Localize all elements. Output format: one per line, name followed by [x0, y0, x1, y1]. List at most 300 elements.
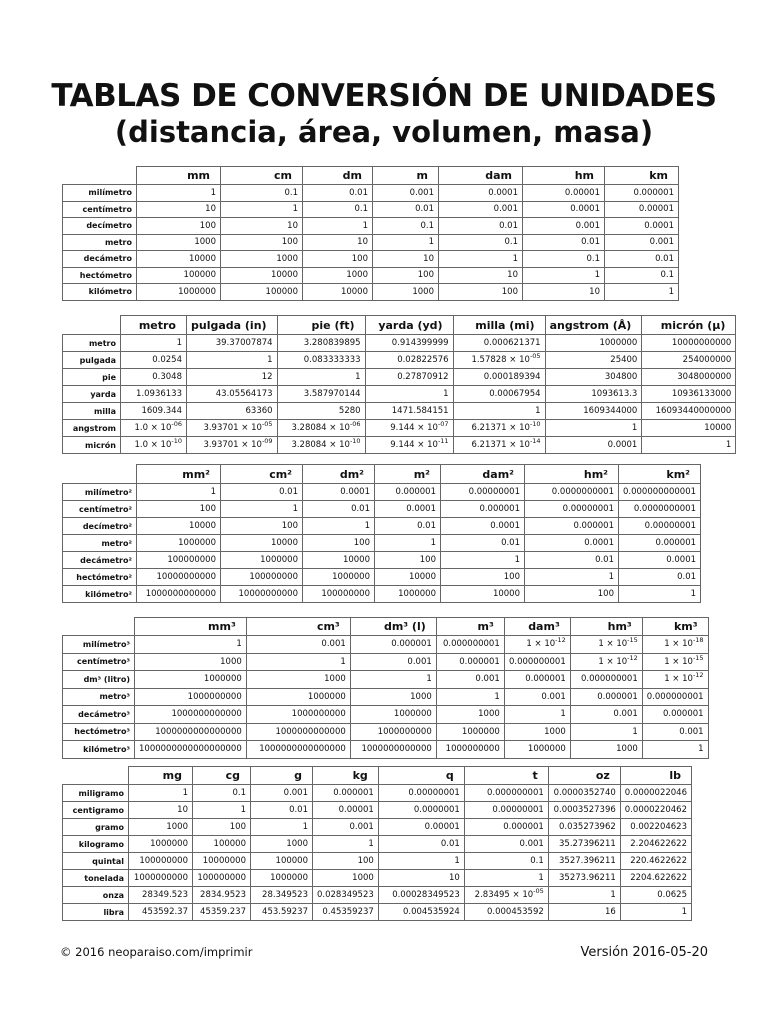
- table-cell: [453, 403, 545, 420]
- cell-value: 3527.396211: [559, 856, 616, 866]
- cell-value: 1000000: [270, 873, 308, 883]
- table-cell: 0.0001: [523, 201, 605, 218]
- cell-value: 1: [176, 338, 182, 348]
- cell-value: 1000000000: [377, 726, 432, 737]
- row-header: centímetro³: [63, 653, 135, 671]
- table-row: [63, 201, 679, 218]
- table-cell: 10: [303, 234, 373, 251]
- cell-value: 2834.9523: [200, 890, 246, 900]
- table-row: [63, 403, 736, 420]
- table-cell: [642, 706, 708, 724]
- table-row: [63, 218, 679, 235]
- table-cell: [642, 723, 708, 741]
- table-cell: [620, 904, 691, 921]
- column-header: cg: [193, 767, 251, 785]
- table-cell: [350, 741, 436, 759]
- table-cell: [313, 870, 379, 887]
- table-cell: [129, 870, 193, 887]
- table-cell: 1000: [137, 234, 221, 251]
- table-row: [63, 185, 679, 202]
- table-cell: [504, 706, 570, 724]
- table-cell: [548, 819, 620, 836]
- table-cell: 10: [523, 284, 605, 301]
- cell-value: 1 × 10: [526, 639, 556, 650]
- table-cell: [436, 688, 504, 706]
- cell-value: 0.083333333: [303, 355, 361, 365]
- table-cell: 1: [441, 552, 525, 569]
- cell-value: 3.28084 × 10: [291, 440, 350, 450]
- row-header: pulgada: [63, 352, 121, 369]
- column-header: dam³: [504, 618, 570, 636]
- cell-value: 0.000001: [503, 822, 544, 832]
- table-cell: [350, 671, 436, 689]
- title-line-1: TABLAS DE CONVERSIÓN DE UNIDADES: [51, 78, 717, 114]
- column-header: dm: [303, 167, 373, 185]
- table-cell: [121, 437, 187, 454]
- table-corner: [63, 167, 137, 185]
- cell-value: 43.05564173: [215, 389, 273, 399]
- table-cell: [464, 870, 548, 887]
- table-cell: [135, 688, 247, 706]
- cell-value: 0.0001: [607, 440, 638, 450]
- cell-value: 1: [368, 839, 374, 849]
- cell-value: 16: [604, 907, 616, 917]
- table-corner: [63, 767, 129, 785]
- table-cell: 1: [221, 201, 303, 218]
- cell-value: 10: [448, 873, 460, 883]
- table-row: [63, 420, 736, 437]
- cell-value: 25400: [610, 355, 638, 365]
- cell-value: 0.001: [613, 709, 638, 720]
- table-cell: 1: [221, 501, 303, 518]
- column-header: q: [378, 767, 464, 785]
- table-cell: [251, 853, 313, 870]
- table-cell: [436, 706, 504, 724]
- column-header: metro: [121, 316, 187, 335]
- table-cell: [620, 785, 691, 802]
- table-cell: 0.0001: [619, 552, 701, 569]
- table-cell: 0.0001: [375, 501, 441, 518]
- cell-value: 1.57828 × 10: [471, 355, 530, 365]
- cell-value: 0.000000001: [646, 691, 704, 702]
- table-cell: 0.00000001: [441, 484, 525, 501]
- table-cell: 0.001: [523, 218, 605, 235]
- cell-value: 1000000000: [187, 691, 242, 702]
- table-row: [63, 653, 709, 671]
- table-cell: [464, 819, 548, 836]
- column-header: mm²: [137, 465, 221, 484]
- cell-value: 1000000: [393, 709, 432, 720]
- table-cell: [548, 853, 620, 870]
- cell-value: 1: [182, 788, 188, 798]
- table-cell: [193, 870, 251, 887]
- cell-value: 0.001: [475, 674, 500, 685]
- cell-value: 1093613.3: [591, 389, 638, 399]
- cell-value: 0.000000001: [508, 656, 566, 667]
- cell-value: 1000000000000000000: [139, 744, 242, 755]
- cell-value: 1000: [410, 691, 432, 702]
- table-cell: [453, 437, 545, 454]
- column-header: hm: [523, 167, 605, 185]
- table-row: [63, 819, 692, 836]
- cell-value: 1000000000000: [361, 744, 432, 755]
- table-cell: [570, 671, 642, 689]
- cell-value: 0.914399999: [391, 338, 449, 348]
- table-cell: [350, 723, 436, 741]
- table-cell: [464, 853, 548, 870]
- table-cell: [570, 706, 642, 724]
- cell-value: 1609344000: [583, 406, 638, 416]
- table-cell: 1000000: [137, 284, 221, 301]
- table-row: [63, 501, 701, 518]
- cell-value: 1000: [324, 674, 346, 685]
- table-cell: 1000000: [303, 569, 375, 586]
- row-header: centímetro: [63, 201, 137, 218]
- cell-value: 220.4622622: [630, 856, 687, 866]
- table-cell: 10000: [137, 251, 221, 268]
- row-header: miligramo: [63, 785, 129, 802]
- table-cell: 0.001: [373, 185, 439, 202]
- table-cell: [135, 653, 247, 671]
- table-cell: [313, 853, 379, 870]
- cell-value: 0.00001: [424, 822, 460, 832]
- table-cell: [350, 636, 436, 654]
- row-header: kilogramo: [63, 836, 129, 853]
- table-cell: [193, 836, 251, 853]
- table-cell: [350, 653, 436, 671]
- cell-value: 0.0000352740: [553, 788, 616, 798]
- table-cell: [378, 785, 464, 802]
- table-cell: [246, 653, 350, 671]
- table-row: [63, 569, 701, 586]
- cell-value: 3.587970144: [303, 389, 361, 399]
- table-row: [63, 234, 679, 251]
- cell-value: 1000000: [150, 839, 188, 849]
- cell-value: 0.000000001: [442, 639, 500, 650]
- table-cell: 10000: [303, 284, 373, 301]
- table-cell: 10000: [303, 552, 375, 569]
- table-cell: 0.000001: [441, 501, 525, 518]
- table-cell: 0.000001: [619, 535, 701, 552]
- table-cell: [620, 819, 691, 836]
- table-cell: [193, 819, 251, 836]
- cell-value: 6.21371 × 10: [471, 440, 530, 450]
- table-cell: 1: [619, 586, 701, 603]
- cell-value: 9.144 × 10: [390, 423, 438, 433]
- table-cell: [378, 887, 464, 904]
- cell-value: 0.000001: [333, 788, 374, 798]
- table-cell: 0.01: [523, 234, 605, 251]
- table-cell: [570, 741, 642, 759]
- table-cell: [121, 386, 187, 403]
- row-header: hectómetro²: [63, 569, 137, 586]
- table-cell: [193, 887, 251, 904]
- table-corner: [63, 618, 135, 636]
- cell-value: 100000000: [139, 856, 188, 866]
- table-cell: 0.001: [605, 234, 679, 251]
- cell-value: 100: [357, 856, 374, 866]
- table-cell: [642, 653, 708, 671]
- cell-value: 1 × 10: [664, 674, 693, 685]
- row-header: hectómetro³: [63, 723, 135, 741]
- table-cell: [135, 706, 247, 724]
- table-cell: [570, 688, 642, 706]
- column-header: m: [373, 167, 439, 185]
- table-cell: [464, 785, 548, 802]
- table-cell: 0.1: [523, 251, 605, 268]
- table-row: [63, 484, 701, 501]
- table-cell: [548, 904, 620, 921]
- cell-value: 0.000621371: [483, 338, 541, 348]
- cell-value: 0.000189394: [483, 372, 541, 382]
- cell-value: 1: [560, 709, 566, 720]
- table-cell: 0.000001: [375, 484, 441, 501]
- cell-exponent: -12: [692, 671, 704, 680]
- cell-value: 10000000: [202, 856, 246, 866]
- cell-value: 9.144 × 10: [390, 440, 438, 450]
- cell-value: 0.0000220462: [624, 805, 687, 815]
- cell-exponent: -18: [692, 636, 704, 645]
- table-cell: 0.0000000001: [619, 501, 701, 518]
- table-cell: [570, 653, 642, 671]
- row-header: metro: [63, 335, 121, 352]
- cell-value: 1000000000: [291, 709, 346, 720]
- cell-value: 1: [725, 440, 732, 450]
- table-row: [63, 853, 692, 870]
- table-cell: 0.01: [373, 201, 439, 218]
- table-cell: 1000000: [375, 586, 441, 603]
- table-cell: 10: [221, 218, 303, 235]
- table-row: [63, 251, 679, 268]
- table-cell: 10000: [221, 267, 303, 284]
- column-header: m³: [436, 618, 504, 636]
- column-header: t: [464, 767, 548, 785]
- row-header: decímetro: [63, 218, 137, 235]
- table-cell: [464, 836, 548, 853]
- table-cell: 0.01: [303, 185, 373, 202]
- cell-value: 0.000001: [391, 639, 432, 650]
- table-row: [63, 386, 736, 403]
- table-cell: 10000: [221, 535, 303, 552]
- table-row: [63, 688, 709, 706]
- table-cell: [313, 819, 379, 836]
- row-header: centigramo: [63, 802, 129, 819]
- table-cell: [187, 437, 278, 454]
- cell-exponent: -10: [349, 437, 361, 446]
- table-cell: 100: [525, 586, 619, 603]
- cell-value: 28.349523: [262, 890, 308, 900]
- table-cell: [246, 723, 350, 741]
- cell-value: 1.0 × 10: [134, 440, 172, 450]
- table-cell: [642, 420, 736, 437]
- table-cell: [121, 352, 187, 369]
- table-row: [63, 369, 736, 386]
- cell-value: 1: [631, 423, 638, 433]
- table-cell: [642, 369, 736, 386]
- cell-value: 1: [632, 726, 638, 737]
- cell-value: 0.001: [283, 788, 308, 798]
- table-cell: [187, 352, 278, 369]
- copyright-text: © 2016 neoparaiso.com/imprimir: [60, 945, 253, 959]
- row-header: pie: [63, 369, 121, 386]
- table-cell: [121, 403, 187, 420]
- table-cell: [129, 802, 193, 819]
- table-cell: 0.01: [439, 218, 523, 235]
- table-cell: 0.0001: [303, 484, 375, 501]
- cell-value: 0.000000001: [487, 788, 544, 798]
- row-header: yarda: [63, 386, 121, 403]
- cell-value: 0.0000022046: [624, 788, 687, 798]
- table-cell: 10000: [441, 586, 525, 603]
- table-row: [63, 671, 709, 689]
- table-cell: 10: [373, 251, 439, 268]
- table-row: [63, 706, 709, 724]
- row-header: centímetro²: [63, 501, 137, 518]
- table-cell: [129, 853, 193, 870]
- table-cell: [129, 785, 193, 802]
- table-row: [63, 518, 701, 535]
- table-cell: [378, 870, 464, 887]
- row-header: milímetro³: [63, 636, 135, 654]
- table-cell: [277, 420, 365, 437]
- table-cell: [251, 887, 313, 904]
- table-cell: [187, 386, 278, 403]
- table-cell: 100: [439, 284, 523, 301]
- cell-value: 0.00001: [338, 805, 374, 815]
- table-cell: [365, 335, 453, 352]
- cell-value: 1: [698, 744, 704, 755]
- table-cell: [504, 723, 570, 741]
- cell-value: 1000000: [203, 674, 242, 685]
- cell-value: 304800: [604, 372, 638, 382]
- table-cell: [365, 386, 453, 403]
- table-row: [63, 636, 709, 654]
- cell-value: 0.000453592: [487, 907, 544, 917]
- cell-value: 1000: [478, 709, 500, 720]
- table-cell: 0.000001: [605, 185, 679, 202]
- table-cell: [313, 904, 379, 921]
- row-header: metro²: [63, 535, 137, 552]
- column-header: milla (mi): [453, 316, 545, 335]
- table-cell: [378, 836, 464, 853]
- table-cell: [642, 636, 708, 654]
- table-cell: 0.0001: [441, 518, 525, 535]
- cell-value: 1: [610, 890, 616, 900]
- table-cell: 1: [373, 234, 439, 251]
- row-header: kilómetro²: [63, 586, 137, 603]
- table-cell: 100: [373, 267, 439, 284]
- table-cell: [642, 741, 708, 759]
- table-cell: 100: [303, 535, 375, 552]
- row-header: gramo: [63, 819, 129, 836]
- table-cell: [642, 403, 736, 420]
- cell-value: 0.00000001: [492, 805, 544, 815]
- table-cell: [545, 369, 642, 386]
- table-cell: [504, 688, 570, 706]
- cell-value: 1000: [286, 839, 308, 849]
- table-cell: [570, 636, 642, 654]
- table-cell: [129, 904, 193, 921]
- column-header: kg: [313, 767, 379, 785]
- column-header: g: [251, 767, 313, 785]
- cell-value: 35.27396211: [559, 839, 616, 849]
- row-header: tonelada: [63, 870, 129, 887]
- table-cell: 10000000000: [221, 586, 303, 603]
- cell-value: 1000000000: [445, 744, 500, 755]
- cell-value: 453.59237: [262, 907, 308, 917]
- table-cell: [365, 420, 453, 437]
- table-cell: [193, 802, 251, 819]
- table-cell: [436, 653, 504, 671]
- cell-value: 453592.37: [142, 907, 188, 917]
- table-cell: [464, 904, 548, 921]
- row-header: kilómetro: [63, 284, 137, 301]
- table-cell: [251, 785, 313, 802]
- conversion-table-area: [62, 464, 701, 603]
- table-row: [63, 267, 679, 284]
- cell-exponent: -12: [627, 653, 638, 662]
- cell-value: 1000000: [599, 338, 638, 348]
- cell-value: 1.0 × 10: [134, 423, 172, 433]
- column-header: km²: [619, 465, 701, 484]
- table-cell: [313, 785, 379, 802]
- table-cell: 100: [221, 518, 303, 535]
- table-cell: [453, 335, 545, 352]
- table-cell: [135, 741, 247, 759]
- table-cell: [545, 437, 642, 454]
- table-cell: [251, 819, 313, 836]
- cell-value: 10: [177, 805, 188, 815]
- table-cell: 1: [137, 185, 221, 202]
- table-cell: [246, 671, 350, 689]
- table-cell: 100000000: [221, 569, 303, 586]
- table-cell: 1: [375, 535, 441, 552]
- row-header: milímetro: [63, 185, 137, 202]
- conversion-table-masa: [62, 766, 692, 921]
- table-cell: 0.0000000001: [525, 484, 619, 501]
- cell-exponent: -14: [529, 437, 541, 446]
- table-row: [63, 870, 692, 887]
- table-cell: 0.01: [619, 569, 701, 586]
- cell-value: 1000000000000000: [259, 744, 346, 755]
- cell-value: 1: [236, 639, 242, 650]
- table-cell: [504, 653, 570, 671]
- column-header: hm²: [525, 465, 619, 484]
- table-cell: 0.00001: [605, 201, 679, 218]
- cell-value: 3048000000: [677, 372, 732, 382]
- column-header: dam²: [441, 465, 525, 484]
- table-cell: [277, 369, 365, 386]
- table-cell: 100: [375, 552, 441, 569]
- cell-value: 1000: [220, 656, 242, 667]
- cell-value: 0.1: [232, 788, 246, 798]
- table-cell: 0.1: [373, 218, 439, 235]
- row-header: decámetro³: [63, 706, 135, 724]
- cell-value: 1: [355, 372, 361, 382]
- table-cell: [378, 819, 464, 836]
- table-cell: 0.01: [605, 251, 679, 268]
- cell-value: 1: [535, 406, 541, 416]
- cell-value: 100000000: [197, 873, 246, 883]
- table-cell: [378, 904, 464, 921]
- table-cell: 10: [137, 201, 221, 218]
- table-cell: 0.1: [221, 185, 303, 202]
- cell-value: 10000: [704, 423, 732, 433]
- cell-value: 3.93701 × 10: [203, 423, 262, 433]
- cell-value: 1: [443, 389, 449, 399]
- cell-value: 3.280839895: [303, 338, 361, 348]
- table-cell: [365, 403, 453, 420]
